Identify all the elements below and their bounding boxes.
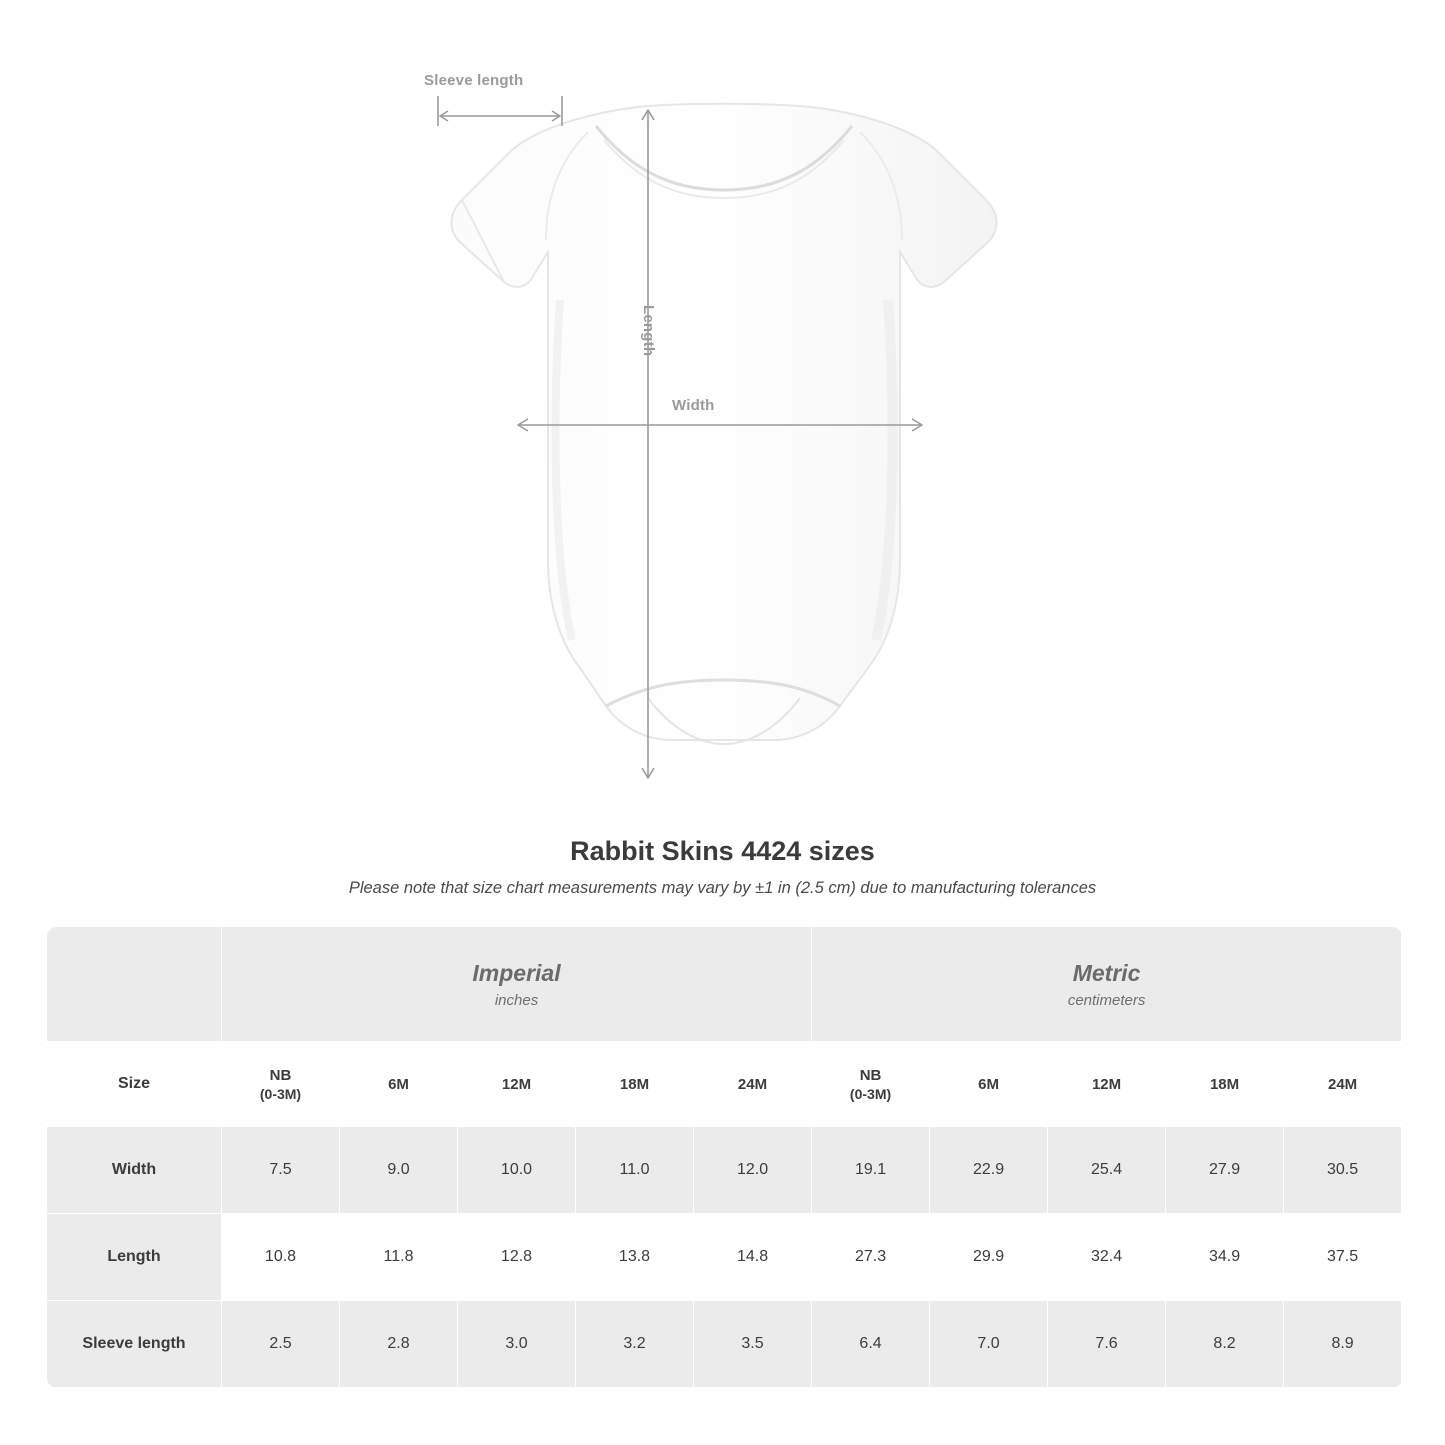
cell-sleeve-metric-24m: 8.9: [1284, 1301, 1402, 1388]
cell-width-imperial-24m: 12.0: [694, 1127, 812, 1214]
cell-width-imperial-nb: 7.5: [222, 1127, 340, 1214]
cell-sleeve-imperial-18m: 3.2: [576, 1301, 694, 1388]
row-label-length: Length: [47, 1214, 222, 1301]
cell-sleeve-imperial-24m: 3.5: [694, 1301, 812, 1388]
width-label: Width: [672, 397, 715, 414]
unit-header-row: [47, 927, 1402, 1042]
column-header-imperial-24m: 24M: [694, 1042, 812, 1127]
column-header-metric-24m: 24M: [1284, 1042, 1402, 1127]
sleeve-length-label: Sleeve length: [424, 72, 524, 89]
cell-width-metric-12m: 25.4: [1048, 1127, 1166, 1214]
cell-sleeve-metric-6m: 7.0: [930, 1301, 1048, 1388]
page-title: Rabbit Skins 4424 sizes: [570, 836, 875, 866]
cell-length-imperial-12m: 12.8: [458, 1214, 576, 1301]
cell-length-imperial-18m: 13.8: [576, 1214, 694, 1301]
title-block: [0, 836, 1445, 898]
length-label: Length: [640, 305, 657, 357]
cell-sleeve-metric-12m: 7.6: [1048, 1301, 1166, 1388]
cell-sleeve-metric-nb: 6.4: [812, 1301, 930, 1388]
table-row: [47, 1301, 1402, 1388]
cell-length-imperial-24m: 14.8: [694, 1214, 812, 1301]
cell-length-metric-6m: 29.9: [930, 1214, 1048, 1301]
cell-width-metric-nb: 19.1: [812, 1127, 930, 1214]
column-header-imperial-6m: 6M: [340, 1042, 458, 1127]
unit-group-imperial-sub: inches: [494, 991, 539, 1009]
column-header-sub: (0-3M): [849, 1085, 892, 1102]
unit-group-imperial-name: Imperial: [472, 960, 561, 987]
cell-width-imperial-12m: 10.0: [458, 1127, 576, 1214]
table-corner: [47, 927, 222, 1042]
column-header-label: NB: [269, 1066, 292, 1084]
cell-sleeve-imperial-6m: 2.8: [340, 1301, 458, 1388]
column-header-sub: (0-3M): [259, 1085, 302, 1102]
table-row: [47, 1127, 1402, 1214]
size-table-wrap: [46, 926, 1399, 1388]
column-header-metric-nb: [812, 1042, 930, 1127]
size-header-row: [47, 1042, 1402, 1127]
table-row: [47, 1214, 1402, 1301]
sleeve-measure-line: [438, 96, 562, 126]
column-header-metric-18m: 18M: [1166, 1042, 1284, 1127]
row-label-sleeve-length: Sleeve length: [47, 1301, 222, 1388]
unit-group-metric-name: Metric: [1072, 960, 1141, 987]
unit-group-metric: [812, 927, 1402, 1042]
cell-width-imperial-6m: 9.0: [340, 1127, 458, 1214]
cell-length-imperial-6m: 11.8: [340, 1214, 458, 1301]
cell-width-metric-18m: 27.9: [1166, 1127, 1284, 1214]
column-header-label: NB: [859, 1066, 882, 1084]
cell-length-metric-24m: 37.5: [1284, 1214, 1402, 1301]
column-header-metric-6m: 6M: [930, 1042, 1048, 1127]
unit-group-metric-sub: centimeters: [1067, 991, 1146, 1009]
cell-sleeve-imperial-nb: 2.5: [222, 1301, 340, 1388]
cell-width-metric-6m: 22.9: [930, 1127, 1048, 1214]
column-header-imperial-nb: [222, 1042, 340, 1127]
column-header-imperial-18m: 18M: [576, 1042, 694, 1127]
cell-length-metric-12m: 32.4: [1048, 1214, 1166, 1301]
cell-length-metric-nb: 27.3: [812, 1214, 930, 1301]
tolerance-note: Please note that size chart measurements may vary by ±1 in (2.5 cm) due to manufacturing tolerances: [348, 879, 1097, 897]
cell-sleeve-metric-18m: 8.2: [1166, 1301, 1284, 1388]
row-label-width: Width: [47, 1127, 222, 1214]
cell-width-imperial-18m: 11.0: [576, 1127, 694, 1214]
cell-width-metric-24m: 30.5: [1284, 1127, 1402, 1214]
column-header-metric-12m: 12M: [1048, 1042, 1166, 1127]
unit-group-imperial: [222, 927, 812, 1042]
header-size: Size: [47, 1042, 222, 1127]
size-table: [46, 926, 1402, 1388]
cell-length-imperial-nb: 10.8: [222, 1214, 340, 1301]
cell-sleeve-imperial-12m: 3.0: [458, 1301, 576, 1388]
cell-length-metric-18m: 34.9: [1166, 1214, 1284, 1301]
column-header-imperial-12m: 12M: [458, 1042, 576, 1127]
